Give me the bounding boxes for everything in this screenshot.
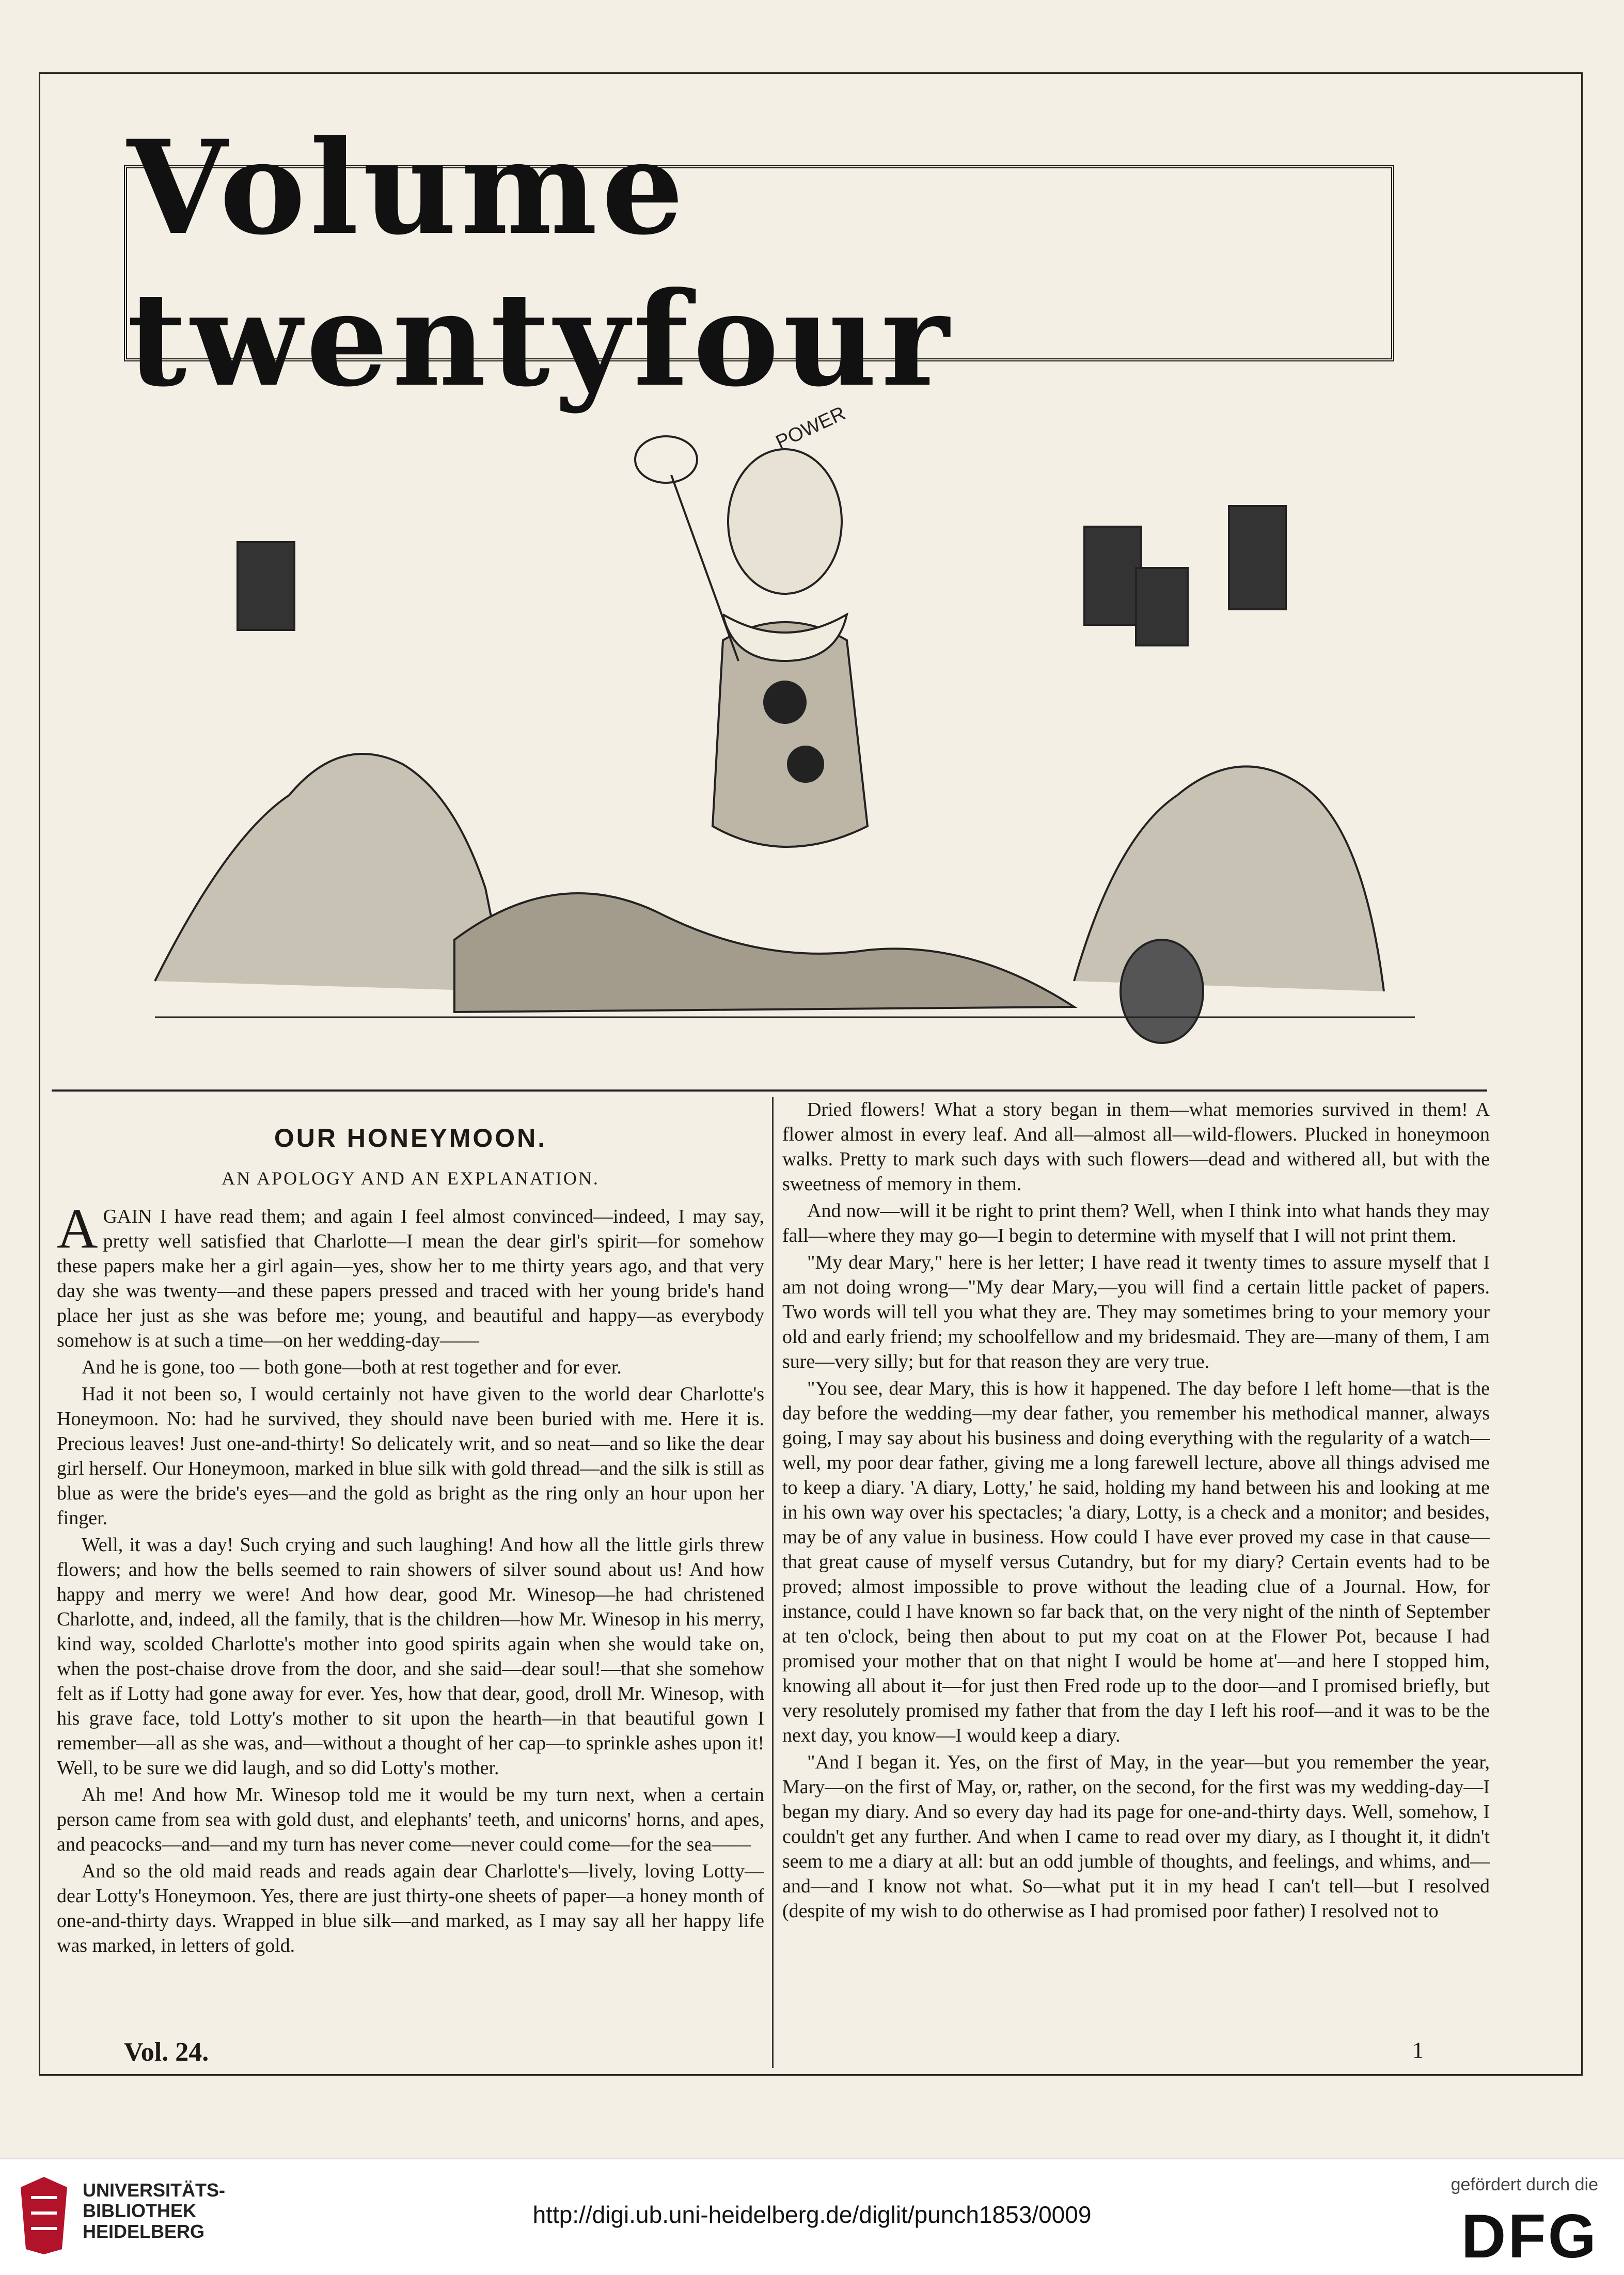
paragraph: Ah me! And how Mr. Winesop told me it would be my turn next, when a certain person came from sea with gold dust, and elephants' teeth, and unicorns' horns, and apes, and peacocks—and—and my turn has never come—never could come—for the sea—— bbox=[57, 1784, 764, 1855]
paragraph: Had it not been so, I would certainly not have given to the world dear Charlotte's Honeymoon. No: had he survived, they should nave been buried with me. Here it is. Precious leaves! Just one-and-thirty! So delicately writ, and so neat—and so like the dear girl herself. Our Honeymoon, marked in blue silk with gold thread—and the silk is still as blue as were the bride's eyes—and the gold as bright as the ring only an hour upon her finger. bbox=[57, 1383, 764, 1529]
volume-title: Volume twentyfour bbox=[127, 112, 954, 415]
paragraph: "My dear Mary," here is her letter; I have read it twenty times to assure myself that I am not doing wrong—"My dear Mary,—you will find a certain little packet of papers. Two words will tell you what they are. They may sometimes bring to your memory your old and early friend; my schoolfellow and my bridesmaid. They are—many of them, I am sure—very silly; but for that reason they are very true. bbox=[782, 1252, 1490, 1372]
fallen-figures bbox=[454, 893, 1074, 1012]
section-divider bbox=[52, 1089, 1487, 1092]
page-number: 1 bbox=[1412, 2037, 1424, 2063]
paragraph: And he is gone, too — both gone—both at rest together and for ever. bbox=[82, 1356, 622, 1378]
paragraph: "And I began it. Yes, on the first of May, in the year—but you remember the year, Mary—on the first of May, or, rather, on the second, for the first was my wedding-day—I began my diary. And so every day had its page for one-and-thirty days. Well, somehow, I couldn't get any further. And when I came to read over my diary, as I thought it, it didn't seem to me a diary at all: but an odd jumble of thoughts, and feelings, and whims, and—and—and I know not what. So—what put it in my head I can't tell—but I resolved (despite of my wish to do otherwise as I had promised poor father) I resolved not to bbox=[782, 1751, 1490, 1922]
article-title: OUR HONEYMOON. bbox=[274, 1124, 547, 1152]
crowd-right bbox=[1074, 766, 1384, 991]
right-column bbox=[782, 1097, 1490, 2068]
paragraph: "You see, dear Mary, this is how it happened. The day before I left home—that is the day before the wedding—my dear father, you remember his methodical manner, always going, I may say about his business and doing everything with the regularity of a watch—well, my poor dear father, giving me a long farewell lecture, above all things advised me to keep a diary. 'A diary, Lotty,' he said, holding my hand between his and looking at me in his own way over his spectacles; 'a diary, Lotty, is a check and a monitor; and besides, may be of any value in business. How could I have ever proved my case in that cause—that great cause of myself versus Cutandry, but for my diary? Certain events had to be proved; almost impossible to prove without the leading clue of a Journal. How, for instance, could I have known so far back that, on the very night of the ninth of September at ten o'clock, being then about to put my coat on at the Flower Pot, because I had promised your mother that on that night I would be home at'—and here I stopped him, knowing all about it—for just then Fred rode up to the door—and I promised briefly, but very resolutely promised my father that from the day I left his roof—and it was to be the next day, you know—I would keep a diary. bbox=[782, 1378, 1490, 1746]
cartoon-illustration bbox=[93, 372, 1477, 1079]
top-hat bbox=[1229, 506, 1286, 609]
power-label: POWER bbox=[772, 402, 849, 454]
butterfly-net bbox=[635, 436, 697, 483]
article-subtitle: AN APOLOGY AND AN EXPLANATION. bbox=[222, 1168, 600, 1189]
paragraph: And so the old maid reads and reads again dear Charlotte's—lively, loving Lotty—dear Lotty's Honeymoon. Yes, there are just thirty-one sheets of paper—a honey month of one-and-thirty days. Wrapped in blue silk—and marked, as I may say all her happy life was marked, in letters of gold. bbox=[57, 1860, 764, 1956]
permalink-url[interactable]: http://digi.ub.uni-heidelberg.de/diglit/punch1853/0009 bbox=[532, 2201, 1092, 2228]
top-hat bbox=[1136, 568, 1188, 645]
paragraph: Well, it was a day! Such crying and such laughing! And how all the little girls threw flowers; and how the bells seemed to rain showers of silver sound about us! And how happy and merry we were! And how dear, good Mr. Winesop—he had christened Charlotte, and, indeed, all the family, that is the children—how Mr. Winesop in his merry, kind way, scolded Charlotte's mother into good spirits again when she would take on, when the post-chaise drove from the door, and she said—dear soul!—that she somehow felt as if Lotty had gone away for ever. Yes, how that dear, good, droll Mr. Winesop, with his grave face, told Lotty's mother to sit upon the hearth—in that beautiful gown I remember—all as she was, and—without a thought of her cap—to sprinkle ashes upon it! Well, to be sure we did laugh, and so did Lotty's mother. bbox=[57, 1534, 764, 1779]
paragraph: Dried flowers! What a story began in them—what memories survived in them! A flower almost in every leaf. And all—almost all—wild-flowers. Plucked in honeymoon walks. Pretty to mark such days with such flowers—dead and withered all, but with the sweetness of memory in them. bbox=[782, 1099, 1490, 1195]
volume-label: Vol. 24. bbox=[124, 2037, 209, 2067]
top-hat bbox=[238, 542, 294, 630]
title-banner bbox=[124, 112, 1394, 415]
library-name[interactable]: UNIVERSITÄTS- BIBLIOTHEK HEIDELBERG bbox=[83, 2179, 226, 2242]
clown-head bbox=[728, 449, 842, 594]
dfg-logo[interactable]: DFG bbox=[1461, 2202, 1598, 2271]
funded-by-text: gefördert durch die bbox=[1450, 2175, 1598, 2194]
top-hat bbox=[1084, 527, 1141, 625]
left-column bbox=[57, 1097, 764, 2068]
digitization-bar bbox=[0, 2158, 1624, 2275]
paragraph: And now—will it be right to print them? Well, when I think into what hands they may fall—where they may go—I begin to determine with myself that I will not print them. bbox=[782, 1200, 1490, 1246]
column-divider bbox=[772, 1097, 774, 2068]
fallen-hat bbox=[1121, 940, 1203, 1043]
drop-cap: A bbox=[57, 1197, 98, 1260]
paragraph: AGAIN I have read them; and again I feel almost convinced—indeed, I may say, pretty well satisfied that Charlotte—I mean the dear girl's spirit—for somehow these papers make her a girl again—yes, show her to me thirty years ago, and that very day she was twenty—and these papers pressed and traced with her young bride's hand place her just as she was before me; young, and beautiful and happy—as everybody somehow is at such a time—on her wedding-day—— bbox=[57, 1197, 764, 1351]
